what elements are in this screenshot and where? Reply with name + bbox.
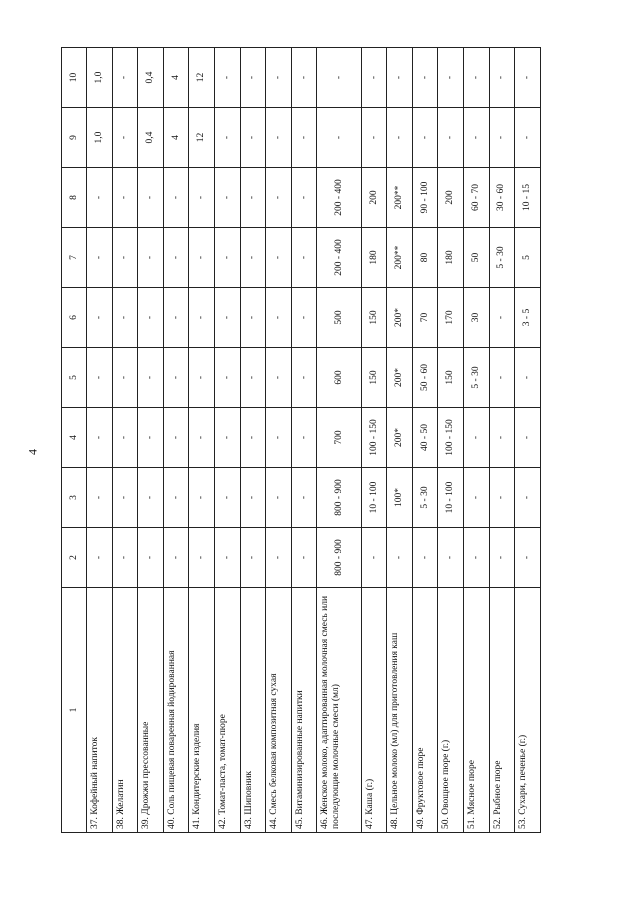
- table-cell: -: [214, 528, 240, 588]
- table-cell: -: [515, 408, 541, 468]
- column-header-8: 8: [62, 168, 87, 228]
- table-cell: -: [412, 528, 438, 588]
- table-cell: 10 - 100: [438, 468, 464, 528]
- column-header-9: 9: [62, 108, 87, 168]
- table-cell: -: [189, 228, 215, 288]
- table-row: [266, 48, 292, 833]
- table-cell: -: [291, 408, 317, 468]
- table-cell: 40 - 50: [412, 408, 438, 468]
- table-cell: -: [266, 348, 292, 408]
- row-label: 47. Каша (г.): [361, 588, 387, 833]
- table-cell: -: [464, 108, 490, 168]
- table-cell: 50 - 60: [412, 348, 438, 408]
- table-cell: 200*: [387, 288, 413, 348]
- table-cell: -: [412, 108, 438, 168]
- table-cell: 30: [464, 288, 490, 348]
- table-cell: -: [361, 528, 387, 588]
- table-cell: -: [87, 528, 113, 588]
- column-header-7: 7: [62, 228, 87, 288]
- table-cell: -: [163, 468, 189, 528]
- table-cell: -: [240, 48, 266, 108]
- table-cell: -: [266, 468, 292, 528]
- rations-table: [61, 47, 541, 833]
- table-cell: -: [266, 288, 292, 348]
- table-row: [163, 48, 189, 833]
- table-row: [189, 48, 215, 833]
- table-cell: -: [515, 528, 541, 588]
- table-cell: -: [138, 468, 164, 528]
- table-row: [464, 48, 490, 833]
- table-cell: 80: [412, 228, 438, 288]
- table-cell: -: [112, 408, 138, 468]
- table-cell: 500: [317, 288, 361, 348]
- table-cell: 200 - 400: [317, 168, 361, 228]
- table-cell: 170: [438, 288, 464, 348]
- row-label: 41. Кондитерские изделия: [189, 588, 215, 833]
- table-cell: -: [489, 528, 515, 588]
- table-cell: -: [515, 348, 541, 408]
- table-cell: 10 - 100: [361, 468, 387, 528]
- table-cell: -: [87, 468, 113, 528]
- table-row: [387, 48, 413, 833]
- table-cell: 200**: [387, 228, 413, 288]
- table-row: [412, 48, 438, 833]
- column-header-10: 10: [62, 48, 87, 108]
- table-cell: -: [240, 528, 266, 588]
- table-cell: -: [189, 528, 215, 588]
- table-cell: 5 - 30: [464, 348, 490, 408]
- row-label: 48. Цельное молоко (мл) для приготовления каш: [387, 588, 413, 833]
- table-cell: -: [214, 168, 240, 228]
- table-cell: -: [214, 228, 240, 288]
- table-cell: 70: [412, 288, 438, 348]
- table-cell: -: [214, 408, 240, 468]
- column-header-3: 3: [62, 468, 87, 528]
- row-label: 50. Овощное пюре (г.): [438, 588, 464, 833]
- table-cell: -: [438, 108, 464, 168]
- table-cell: -: [163, 288, 189, 348]
- table-cell: -: [291, 168, 317, 228]
- table-cell: -: [240, 108, 266, 168]
- rations-table-container: [61, 48, 541, 833]
- table-cell: -: [317, 48, 361, 108]
- table-cell: -: [291, 288, 317, 348]
- table-cell: 12: [189, 108, 215, 168]
- table-cell: -: [412, 48, 438, 108]
- table-cell: 10 - 15: [515, 168, 541, 228]
- table-cell: -: [112, 168, 138, 228]
- table-header-row: [62, 48, 87, 833]
- table-cell: -: [291, 108, 317, 168]
- row-label: 49. Фруктовое пюре: [412, 588, 438, 833]
- table-cell: 30 - 60: [489, 168, 515, 228]
- table-cell: -: [464, 468, 490, 528]
- table-cell: -: [266, 108, 292, 168]
- table-cell: -: [361, 48, 387, 108]
- column-header-6: 6: [62, 288, 87, 348]
- table-cell: -: [387, 48, 413, 108]
- table-cell: -: [515, 48, 541, 108]
- table-cell: -: [464, 408, 490, 468]
- table-cell: -: [87, 348, 113, 408]
- table-cell: 700: [317, 408, 361, 468]
- table-cell: 200*: [387, 408, 413, 468]
- table-cell: 800 - 900: [317, 468, 361, 528]
- table-row: [87, 48, 113, 833]
- column-header-4: 4: [62, 408, 87, 468]
- table-cell: 4: [163, 48, 189, 108]
- table-cell: 200: [438, 168, 464, 228]
- row-label: 51. Мясное пюре: [464, 588, 490, 833]
- table-cell: -: [214, 348, 240, 408]
- table-cell: -: [138, 288, 164, 348]
- table-cell: -: [189, 408, 215, 468]
- table-cell: -: [138, 408, 164, 468]
- table-body: [87, 48, 541, 833]
- table-row: [438, 48, 464, 833]
- table-cell: -: [163, 228, 189, 288]
- table-cell: -: [489, 348, 515, 408]
- table-cell: -: [240, 348, 266, 408]
- table-cell: -: [112, 288, 138, 348]
- table-cell: -: [138, 168, 164, 228]
- column-header-1: 1: [62, 588, 87, 833]
- table-cell: 100 - 150: [361, 408, 387, 468]
- table-cell: 150: [361, 288, 387, 348]
- table-cell: -: [489, 288, 515, 348]
- table-cell: -: [138, 348, 164, 408]
- table-cell: -: [387, 108, 413, 168]
- row-label: 46. Женское молоко, адаптированная молочная смесь или последующие молочные смеси (мл): [317, 588, 361, 833]
- table-cell: 600: [317, 348, 361, 408]
- row-label: 43. Шиповник: [240, 588, 266, 833]
- table-cell: -: [112, 228, 138, 288]
- table-cell: 800 - 900: [317, 528, 361, 588]
- table-cell: -: [489, 408, 515, 468]
- table-cell: -: [361, 108, 387, 168]
- table-cell: -: [163, 168, 189, 228]
- table-cell: -: [163, 528, 189, 588]
- table-cell: -: [138, 228, 164, 288]
- table-cell: -: [214, 48, 240, 108]
- table-row: [317, 48, 361, 833]
- table-cell: 5 - 30: [489, 228, 515, 288]
- table-cell: -: [240, 288, 266, 348]
- table-cell: -: [87, 288, 113, 348]
- table-cell: -: [112, 468, 138, 528]
- table-cell: -: [266, 48, 292, 108]
- table-row: [240, 48, 266, 833]
- row-label: 40. Соль пищевая поваренная йодированная: [163, 588, 189, 833]
- table-cell: 150: [361, 348, 387, 408]
- table-cell: 180: [438, 228, 464, 288]
- row-label: 42. Томат-паста, томат-пюре: [214, 588, 240, 833]
- table-cell: -: [317, 108, 361, 168]
- table-cell: -: [214, 468, 240, 528]
- table-cell: -: [489, 48, 515, 108]
- table-cell: -: [489, 108, 515, 168]
- table-cell: -: [189, 468, 215, 528]
- table-cell: -: [112, 108, 138, 168]
- table-cell: 200: [361, 168, 387, 228]
- table-cell: -: [87, 228, 113, 288]
- table-cell: 0,4: [138, 108, 164, 168]
- table-cell: 5: [515, 228, 541, 288]
- table-cell: 200*: [387, 348, 413, 408]
- table-cell: 50: [464, 228, 490, 288]
- page-number: 4: [25, 449, 40, 455]
- table-cell: -: [112, 48, 138, 108]
- table-cell: 90 - 100: [412, 168, 438, 228]
- table-cell: 200 - 400: [317, 228, 361, 288]
- table-row: [214, 48, 240, 833]
- table-cell: 150: [438, 348, 464, 408]
- table-cell: -: [240, 228, 266, 288]
- row-label: 38. Желатин: [112, 588, 138, 833]
- table-cell: -: [291, 228, 317, 288]
- table-cell: -: [266, 528, 292, 588]
- table-cell: 1,0: [87, 108, 113, 168]
- table-cell: -: [87, 168, 113, 228]
- table-cell: -: [112, 348, 138, 408]
- row-label: 44. Смесь белковая композитная сухая: [266, 588, 292, 833]
- table-cell: -: [464, 528, 490, 588]
- table-row: [515, 48, 541, 833]
- table-cell: -: [387, 528, 413, 588]
- table-cell: -: [438, 48, 464, 108]
- table-cell: 5 - 30: [412, 468, 438, 528]
- table-cell: -: [112, 528, 138, 588]
- row-label: 52. Рыбное пюре: [489, 588, 515, 833]
- table-cell: 180: [361, 228, 387, 288]
- column-header-5: 5: [62, 348, 87, 408]
- row-label: 53. Сухари, печенье (г.): [515, 588, 541, 833]
- table-row: [112, 48, 138, 833]
- table-cell: -: [214, 288, 240, 348]
- table-cell: -: [291, 528, 317, 588]
- table-cell: -: [189, 168, 215, 228]
- table-cell: -: [240, 408, 266, 468]
- table-cell: -: [189, 288, 215, 348]
- table-cell: -: [189, 348, 215, 408]
- table-cell: -: [291, 48, 317, 108]
- table-cell: 3 - 5: [515, 288, 541, 348]
- table-row: [361, 48, 387, 833]
- column-header-2: 2: [62, 528, 87, 588]
- row-label: 39. Дрожжи прессованные: [138, 588, 164, 833]
- table-row: [138, 48, 164, 833]
- table-cell: -: [163, 348, 189, 408]
- table-cell: -: [266, 168, 292, 228]
- table-cell: -: [515, 468, 541, 528]
- table-cell: 60 - 70: [464, 168, 490, 228]
- table-cell: -: [291, 348, 317, 408]
- table-cell: -: [240, 168, 266, 228]
- table-cell: 100 - 150: [438, 408, 464, 468]
- table-cell: -: [489, 468, 515, 528]
- table-cell: -: [266, 228, 292, 288]
- table-cell: -: [266, 408, 292, 468]
- table-cell: 4: [163, 108, 189, 168]
- table-cell: -: [464, 48, 490, 108]
- table-cell: 200**: [387, 168, 413, 228]
- table-cell: 0,4: [138, 48, 164, 108]
- table-cell: 100*: [387, 468, 413, 528]
- row-label: 45. Витаминизированные напитки: [291, 588, 317, 833]
- table-cell: 12: [189, 48, 215, 108]
- table-cell: -: [87, 408, 113, 468]
- table-cell: -: [240, 468, 266, 528]
- table-cell: -: [515, 108, 541, 168]
- table-row: [291, 48, 317, 833]
- table-cell: -: [291, 468, 317, 528]
- table-cell: -: [438, 528, 464, 588]
- table-cell: -: [138, 528, 164, 588]
- table-cell: 1,0: [87, 48, 113, 108]
- row-label: 37. Кофейный напиток: [87, 588, 113, 833]
- table-row: [489, 48, 515, 833]
- table-cell: -: [214, 108, 240, 168]
- table-cell: -: [163, 408, 189, 468]
